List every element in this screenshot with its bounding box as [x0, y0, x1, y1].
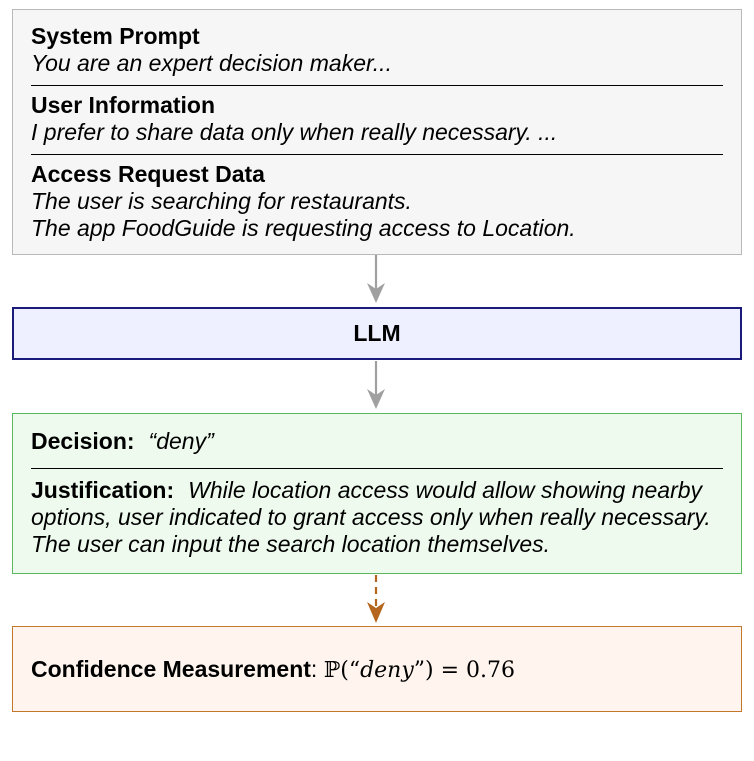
decision-label: Decision:: [31, 428, 135, 454]
arrow-decision-to-confidence-dashed: [367, 575, 385, 623]
confidence-label: Confidence Measurement: [31, 655, 311, 682]
system-prompt-title: System Prompt: [31, 23, 200, 49]
access-request-line-1: The user is searching for restaurants.: [31, 188, 412, 214]
access-request-title: Access Request Data: [31, 161, 265, 187]
justification-label: Justification:: [31, 477, 175, 503]
confidence-value: 0.76: [466, 657, 516, 683]
decision-value: “deny”: [148, 428, 214, 454]
formula-word: deny: [360, 657, 414, 683]
formula-close: ”): [413, 657, 434, 683]
formula-equals: =: [433, 657, 467, 683]
llm-label: LLM: [353, 320, 401, 346]
user-information-title: User Information: [31, 92, 216, 118]
user-information-text: I prefer to share data only when really necessary. ...: [31, 119, 558, 145]
system-prompt-text: You are an expert decision maker...: [31, 50, 392, 76]
probability-symbol: ℙ: [323, 657, 341, 683]
arrow-input-to-llm: [367, 255, 385, 303]
access-request-line-2: The app FoodGuide is requesting access to Location.: [31, 215, 576, 241]
arrow-llm-to-decision: [367, 361, 385, 409]
justification-text: While location access would allow showing nearby options, user indicated to grant access only when really necessary. The user can input the search location themselves.: [31, 477, 711, 557]
formula-open: (“: [340, 657, 361, 683]
confidence-colon: :: [310, 655, 318, 682]
